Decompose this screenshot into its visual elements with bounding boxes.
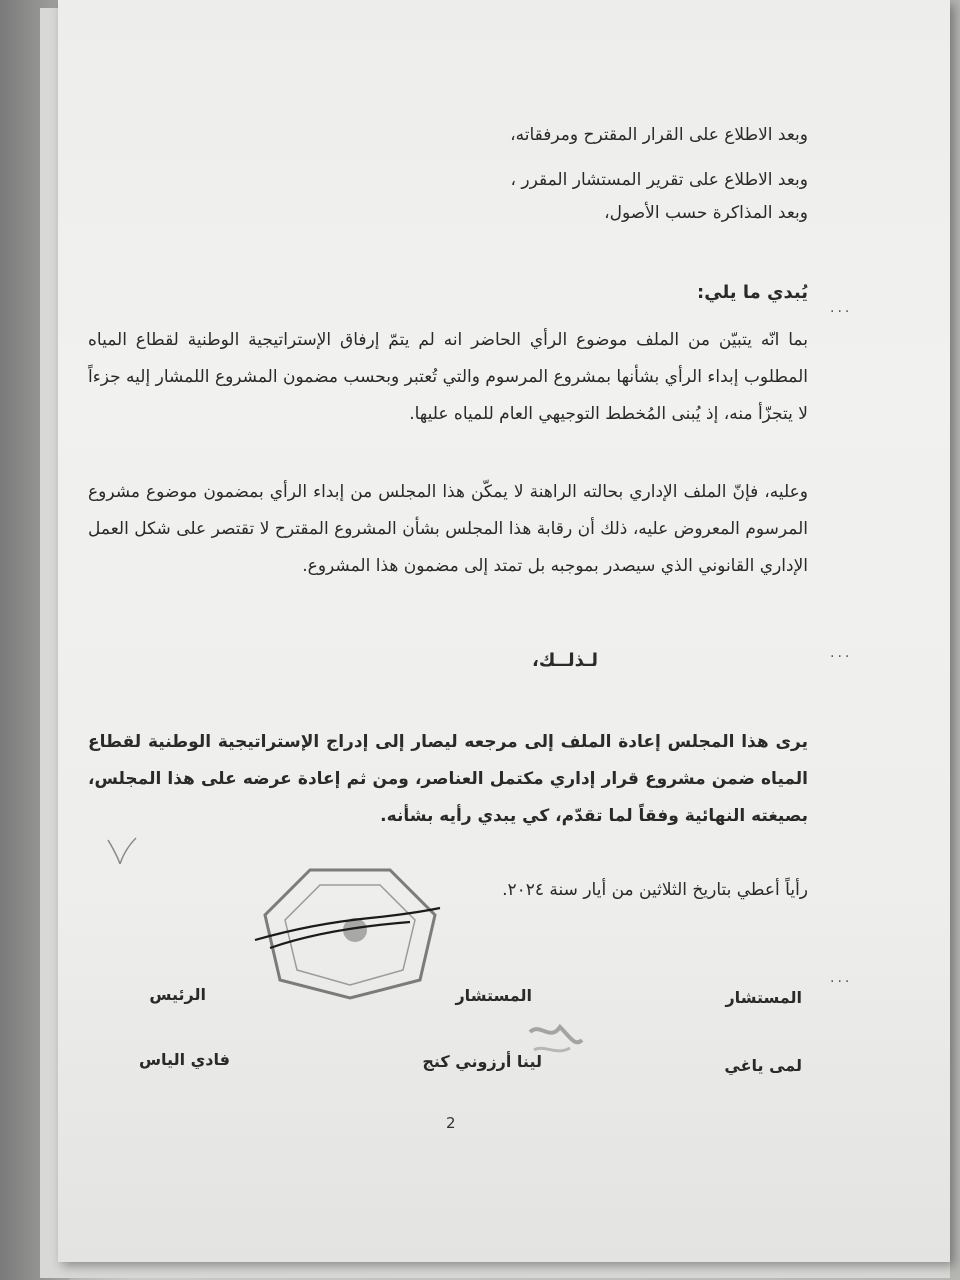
intro-line-2: وبعد الاطلاع على تقرير المستشار المقرر ،	[510, 170, 808, 190]
conclusion-paragraph: يرى هذا المجلس إعادة الملف إلى مرجعه ليصار إلى إدراج الإستراتيجية الوطنية لقطاع المياه ضمن مشروع قرار إداري مكتمل العناصر، ومن ثم إعادة عرضه على هذا المجلس، بصيغته النهائية وفقاً لما تقدّم، كي يبدي رأيه بشأنه.	[88, 732, 808, 826]
signatory-2-title: المستشار	[455, 986, 532, 1005]
margin-dots-3: ...	[830, 970, 853, 986]
signatory-1-title: المستشار	[725, 988, 802, 1007]
official-stamp	[250, 860, 450, 1000]
date-line: رأياً أعطي بتاريخ الثلاثين من أيار سنة ٢٠٢٤.	[502, 880, 808, 900]
intro-line-1: وبعد الاطلاع على القرار المقترح ومرفقاته،	[510, 125, 808, 145]
paragraph-1: بما انّه يتبيّن من الملف موضوع الرأي الحاضر انه لم يتمّ إرفاق الإستراتيجية الوطنية لقطاع المياه المطلوب إبداء الرأي بشأنها بمشروع المرسوم والتي تُعتبر وبحسب مضمون المشروع اللمشار إليه جزءاً لا يتجزّأ منه، إذ يُبنى المُخطط التوجيهي العام للمياه عليها.	[88, 330, 808, 424]
intro-line-3: وبعد المذاكرة حسب الأصول،	[604, 203, 808, 223]
document-page	[58, 0, 950, 1262]
margin-dots-2: ...	[830, 645, 853, 661]
signatory-1-name: لمى ياغي	[724, 1056, 802, 1075]
paragraph-2: وعليه، فإنّ الملف الإداري بحالته الراهنة لا يمكّن هذا المجلس من إبداء الرأي بمضمون موضوع مشروع المرسوم المعروض عليه، ذلك أن رقابة هذا المجلس بشأن المشروع المقترح لا تقتصر على شكل العمل الإداري القانوني الذي سيصدر بموجبه بل تمتد إلى مضمون هذا المشروع.	[88, 482, 808, 576]
page-number: 2	[446, 1114, 456, 1132]
margin-dots-1: ...	[830, 300, 853, 316]
signatory-3-name: فادي الياس	[138, 1050, 230, 1069]
signatory-2-name: لينا أرزوني كنج	[422, 1052, 542, 1071]
signatory-3-title: الرئيس	[149, 985, 206, 1004]
conclusion-heading: لـذلــك،	[532, 650, 598, 671]
pencil-mark	[100, 830, 140, 870]
opinion-heading: يُبدي ما يلي:	[697, 282, 808, 303]
